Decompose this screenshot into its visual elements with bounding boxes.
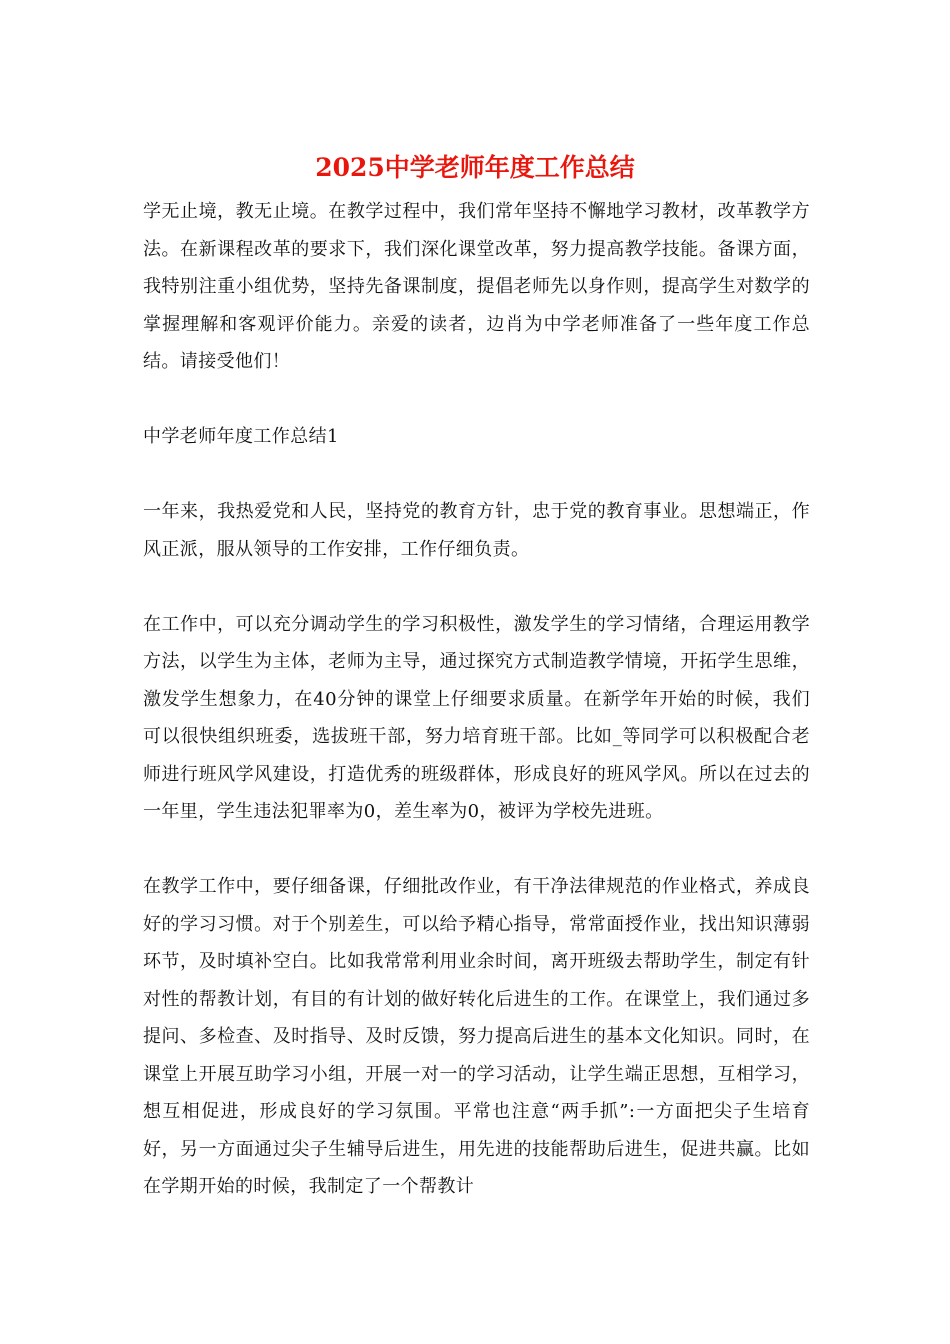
body-paragraph-2: 在工作中，可以充分调动学生的学习积极性，激发学生的学习情绪，合理运用教学方法，以学生为主体，老师为主导，通过探究方式制造教学情境，开拓学生思维，激发学生想象力，在40分钟的课堂上仔细要求质量。在新学年开始的时候，我们可以很快组织班委，选拔班干部，努力培育班干部。比如_等同学可以积极配合老师进行班风学风建设，打造优秀的班级群体，形成良好的班风学风。所以在过去的一年里，学生违法犯罪率为0，差生率为0，被评为学校先进班。 bbox=[143, 613, 810, 822]
paragraph-gap bbox=[143, 831, 810, 869]
section-heading: 中学老师年度工作总结1 bbox=[143, 426, 339, 447]
body-paragraph-1: 一年来，我热爱党和人民，坚持党的教育方针，忠于党的教育事业。思想端正，作风正派，服从领导的工作安排，工作仔细负责。 bbox=[143, 501, 810, 560]
paragraph-gap bbox=[143, 456, 810, 494]
paragraph-gap bbox=[143, 381, 810, 419]
body-paragraph-3: 在教学工作中，要仔细备课，仔细批改作业，有干净法律规范的作业格式，养成良好的学习习惯。对于个别差生，可以给予精心指导，常常面授作业，找出知识薄弱环节，及时填补空白。比如我常常利用业余时间，离开班级去帮助学生，制定有针对性的帮教计划，有目的有计划的做好转化后进生的工作。在课堂上，我们通过多提问、多检查、及时指导、及时反馈，努力提高后进生的基本文化知识。同时，在课堂上开展互助学习小组，开展一对一的学习活动，让学生端正思想，互相学习，想互相促进，形成良好的学习氛围。平常也注意“两手抓”:一方面把尖子生培育好，另一方面通过尖子生辅导后进生，用先进的技能帮助后进生，促进共赢。比如在学期开始的时候，我制定了一个帮教计 bbox=[143, 876, 810, 1197]
document-title: 2025中学老师年度工作总结 bbox=[315, 153, 635, 182]
intro-paragraph: 学无止境，教无止境。在教学过程中，我们常年坚持不懈地学习教材，改革教学方法。在新课程改革的要求下，我们深化课堂改革，努力提高教学技能。备课方面，我特别注重小组优势，坚持先备课制度，提倡老师先以身作则，提高学生对数学的掌握理解和客观评价能力。亲爱的读者，边肖为中学老师准备了一些年度工作总结。请接受他们！ bbox=[143, 201, 810, 372]
document-body bbox=[143, 193, 810, 1206]
paragraph-gap bbox=[143, 568, 810, 606]
